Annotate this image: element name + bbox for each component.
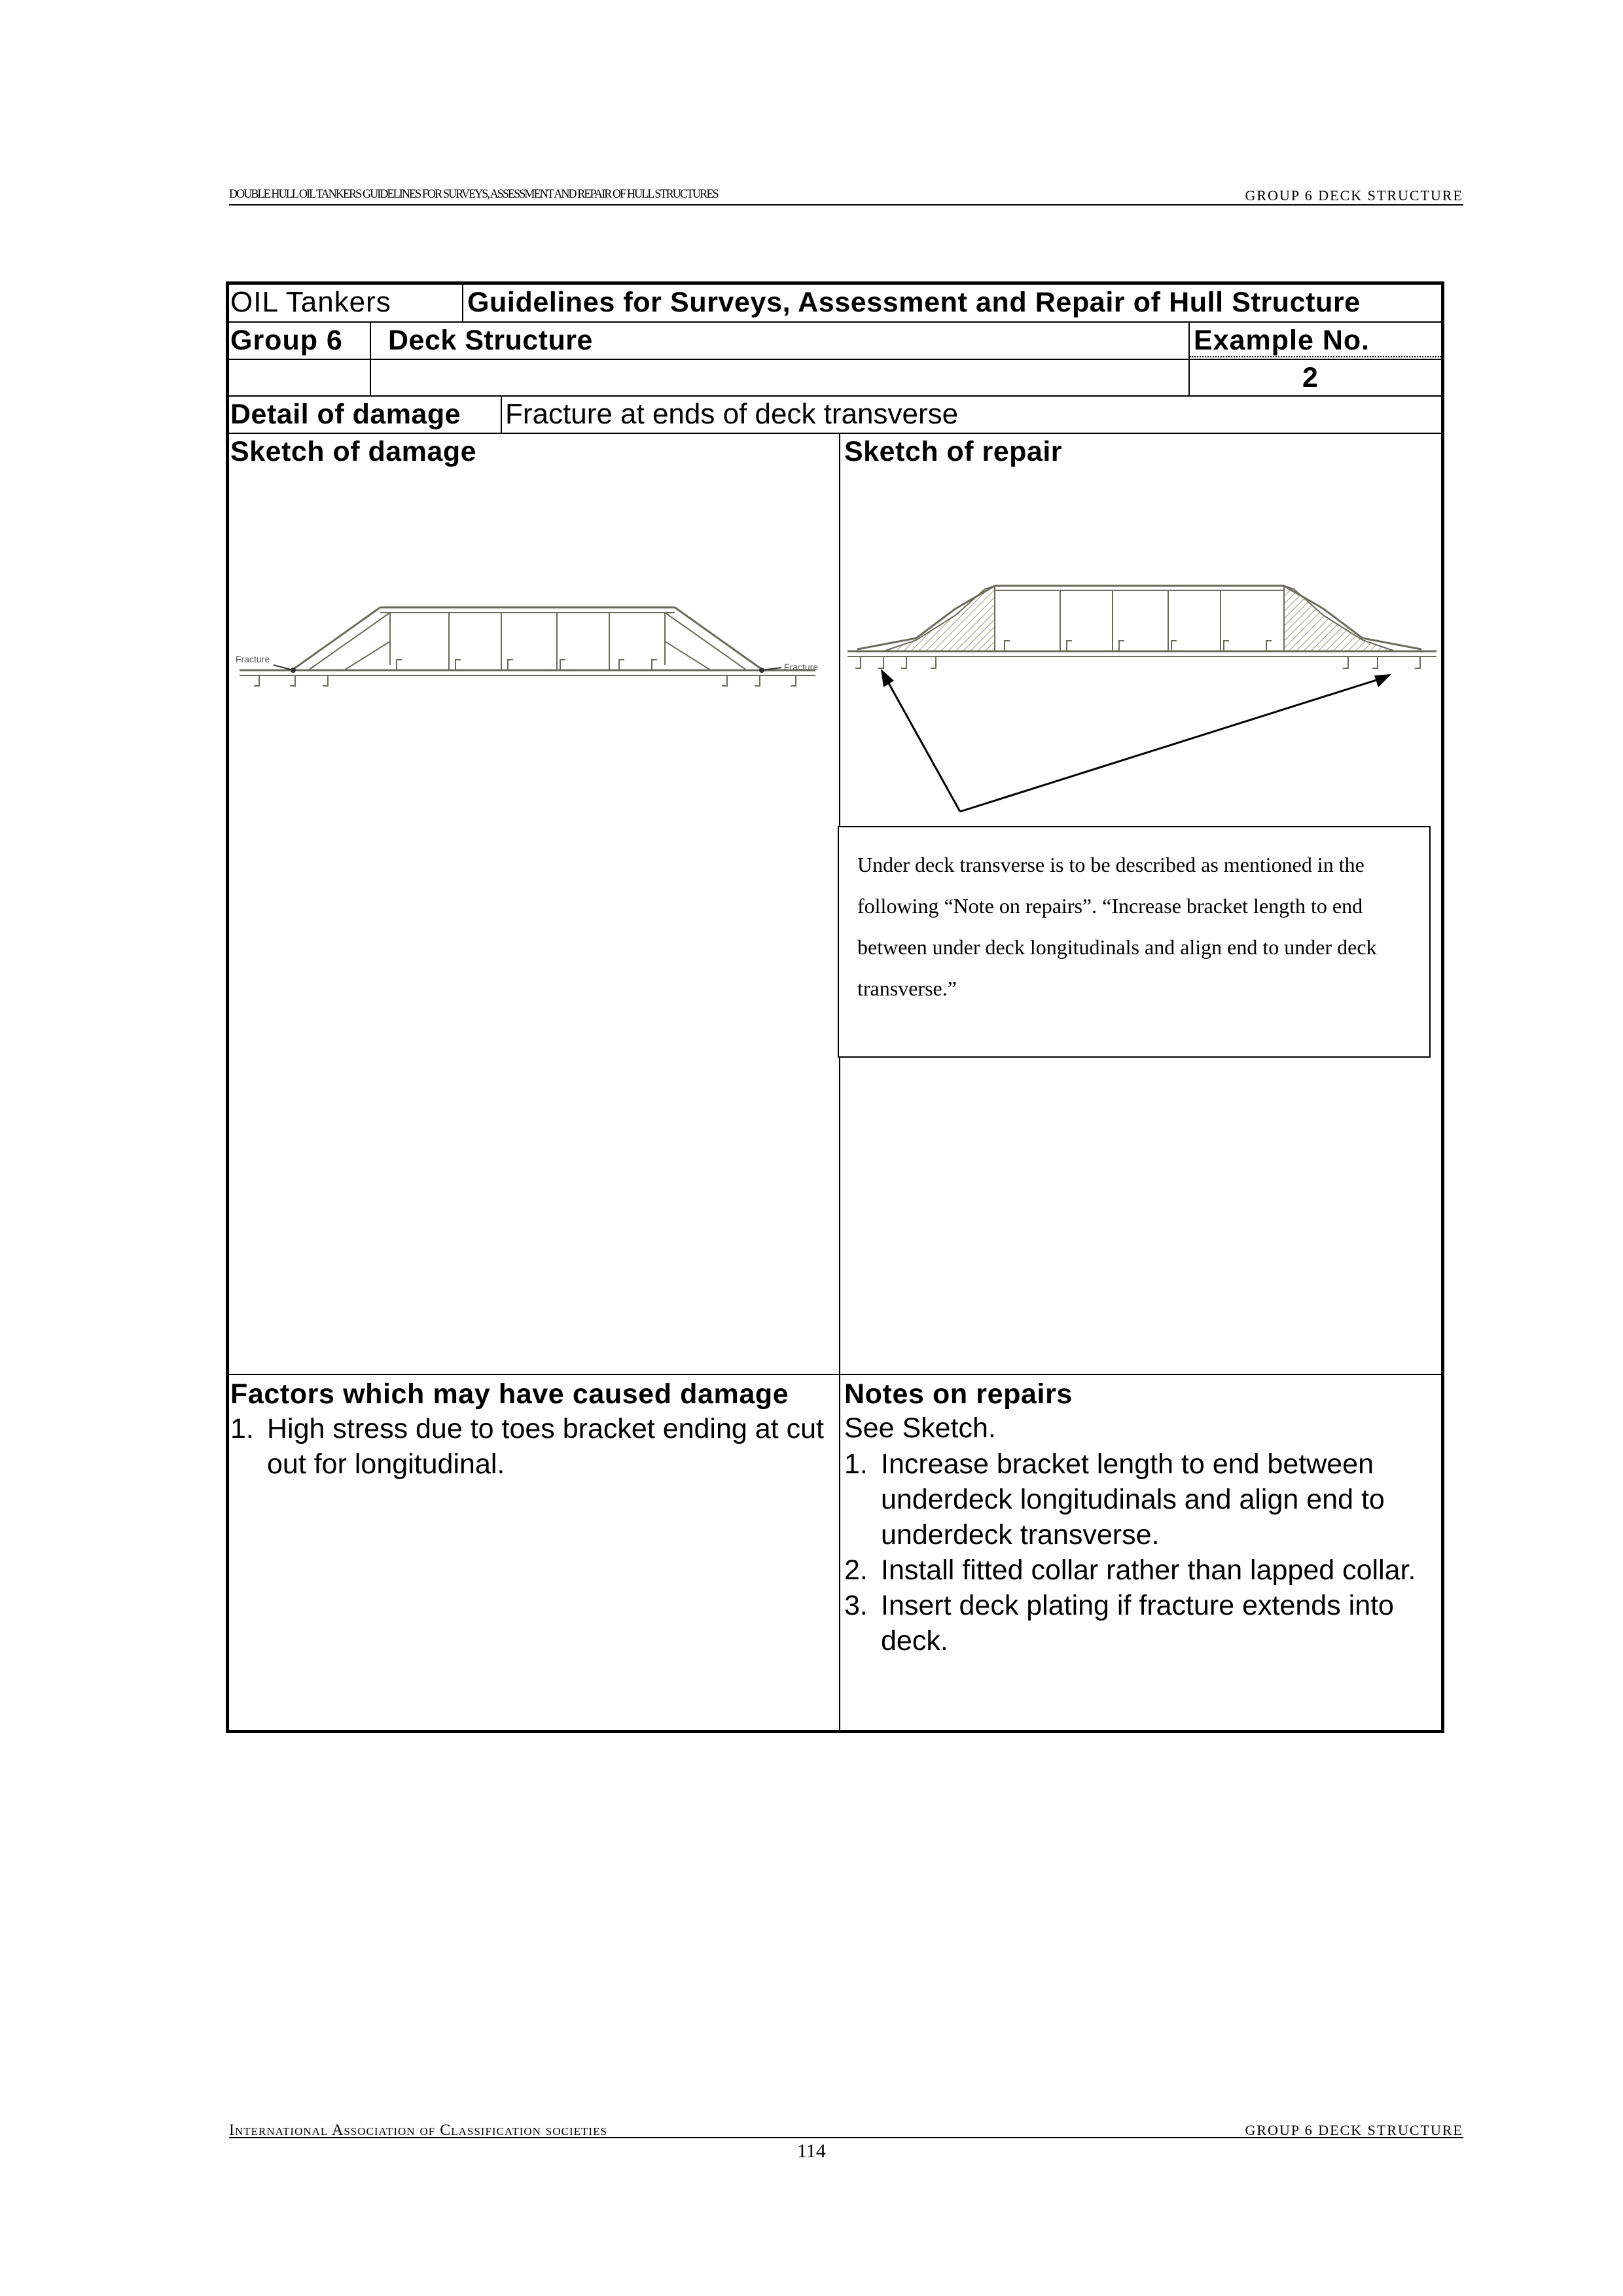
- table-border-bottom: [226, 1730, 1444, 1733]
- fracture-label-left: Fracture: [236, 654, 270, 664]
- repair-note-box: [838, 826, 1431, 1058]
- factors-label: Factors which may have caused damage: [230, 1378, 789, 1410]
- detail-of-damage-value: Fracture at ends of deck transverse: [505, 398, 959, 430]
- example-number-value: 2: [1302, 362, 1318, 393]
- factor-number: 1.: [230, 1413, 254, 1444]
- notes-on-repairs-label: Notes on repairs: [844, 1378, 1073, 1410]
- footer-section: GROUP 6 DECK STRUCTURE: [1245, 2122, 1463, 2138]
- running-header-section: GROUP 6 DECK STRUCTURE: [1245, 187, 1463, 204]
- note-number: 1.: [844, 1448, 868, 1480]
- col-divider: [1188, 322, 1190, 396]
- col-divider: [501, 396, 502, 433]
- factor-item: [230, 1411, 832, 1482]
- note-number: 3.: [844, 1590, 868, 1621]
- col-divider: [839, 433, 840, 1732]
- header-rule: [229, 204, 1463, 206]
- footer-rule: [229, 2137, 1463, 2138]
- detail-of-damage-label: Detail of damage: [230, 399, 461, 430]
- sketch-of-repair-label: Sketch of repair: [844, 436, 1062, 467]
- running-header-title: DOUBLE HULL OIL TANKERS GUIDELINES FOR SURVEYS, ASSESSMENT AND REPAIR OF HULL STRUCTURES: [229, 187, 718, 201]
- table-border-left: [226, 281, 229, 1733]
- note-item: [844, 1588, 1433, 1659]
- damage-sketch: [233, 589, 822, 707]
- sketch-of-damage-label: Sketch of damage: [230, 436, 476, 467]
- factors-list: [230, 1411, 832, 1482]
- page-number: 114: [797, 2140, 826, 2162]
- example-number-label: Example No.: [1194, 325, 1370, 356]
- table-border-top: [226, 281, 1444, 285]
- note-number: 2.: [844, 1554, 868, 1586]
- note-text: Install fitted collar rather than lapped collar.: [881, 1554, 1416, 1586]
- document-title: Guidelines for Surveys, Assessment and Repair of Hull Structure: [467, 287, 1361, 318]
- repair-sketch: [844, 569, 1440, 825]
- notes-intro: See Sketch.: [844, 1412, 996, 1444]
- row-divider: [228, 321, 1442, 323]
- factor-text: High stress due to toes bracket ending at cut out for longitudinal.: [267, 1413, 824, 1480]
- note-item: [844, 1552, 1433, 1588]
- row-divider: [228, 359, 1442, 360]
- footer-organization: International Association of Classification societies: [229, 2122, 607, 2139]
- group-label: Group 6: [230, 325, 343, 356]
- note-text: Increase bracket length to end between underdeck longitudinals and align end to underdeck transverse.: [881, 1448, 1385, 1551]
- col-divider: [462, 283, 463, 322]
- repair-note-text: Under deck transverse is to be described as mentioned in the following “Note on repairs”. “Increase bracket length to end between under deck longitudinals and align end to under deck transverse.”: [857, 853, 1377, 1000]
- col-divider: [370, 322, 371, 396]
- ship-type-label: OIL Tankers: [230, 286, 391, 318]
- note-item: [844, 1446, 1433, 1552]
- row-divider: [228, 1374, 1442, 1375]
- note-text: Insert deck plating if fracture extends into deck.: [881, 1590, 1394, 1657]
- fracture-label-right: Fracture: [784, 662, 819, 672]
- table-border-right: [1441, 281, 1444, 1733]
- structure-label: Deck Structure: [388, 325, 593, 356]
- row-divider: [228, 395, 1442, 397]
- row-divider: [228, 433, 1442, 434]
- notes-list: [844, 1446, 1433, 1659]
